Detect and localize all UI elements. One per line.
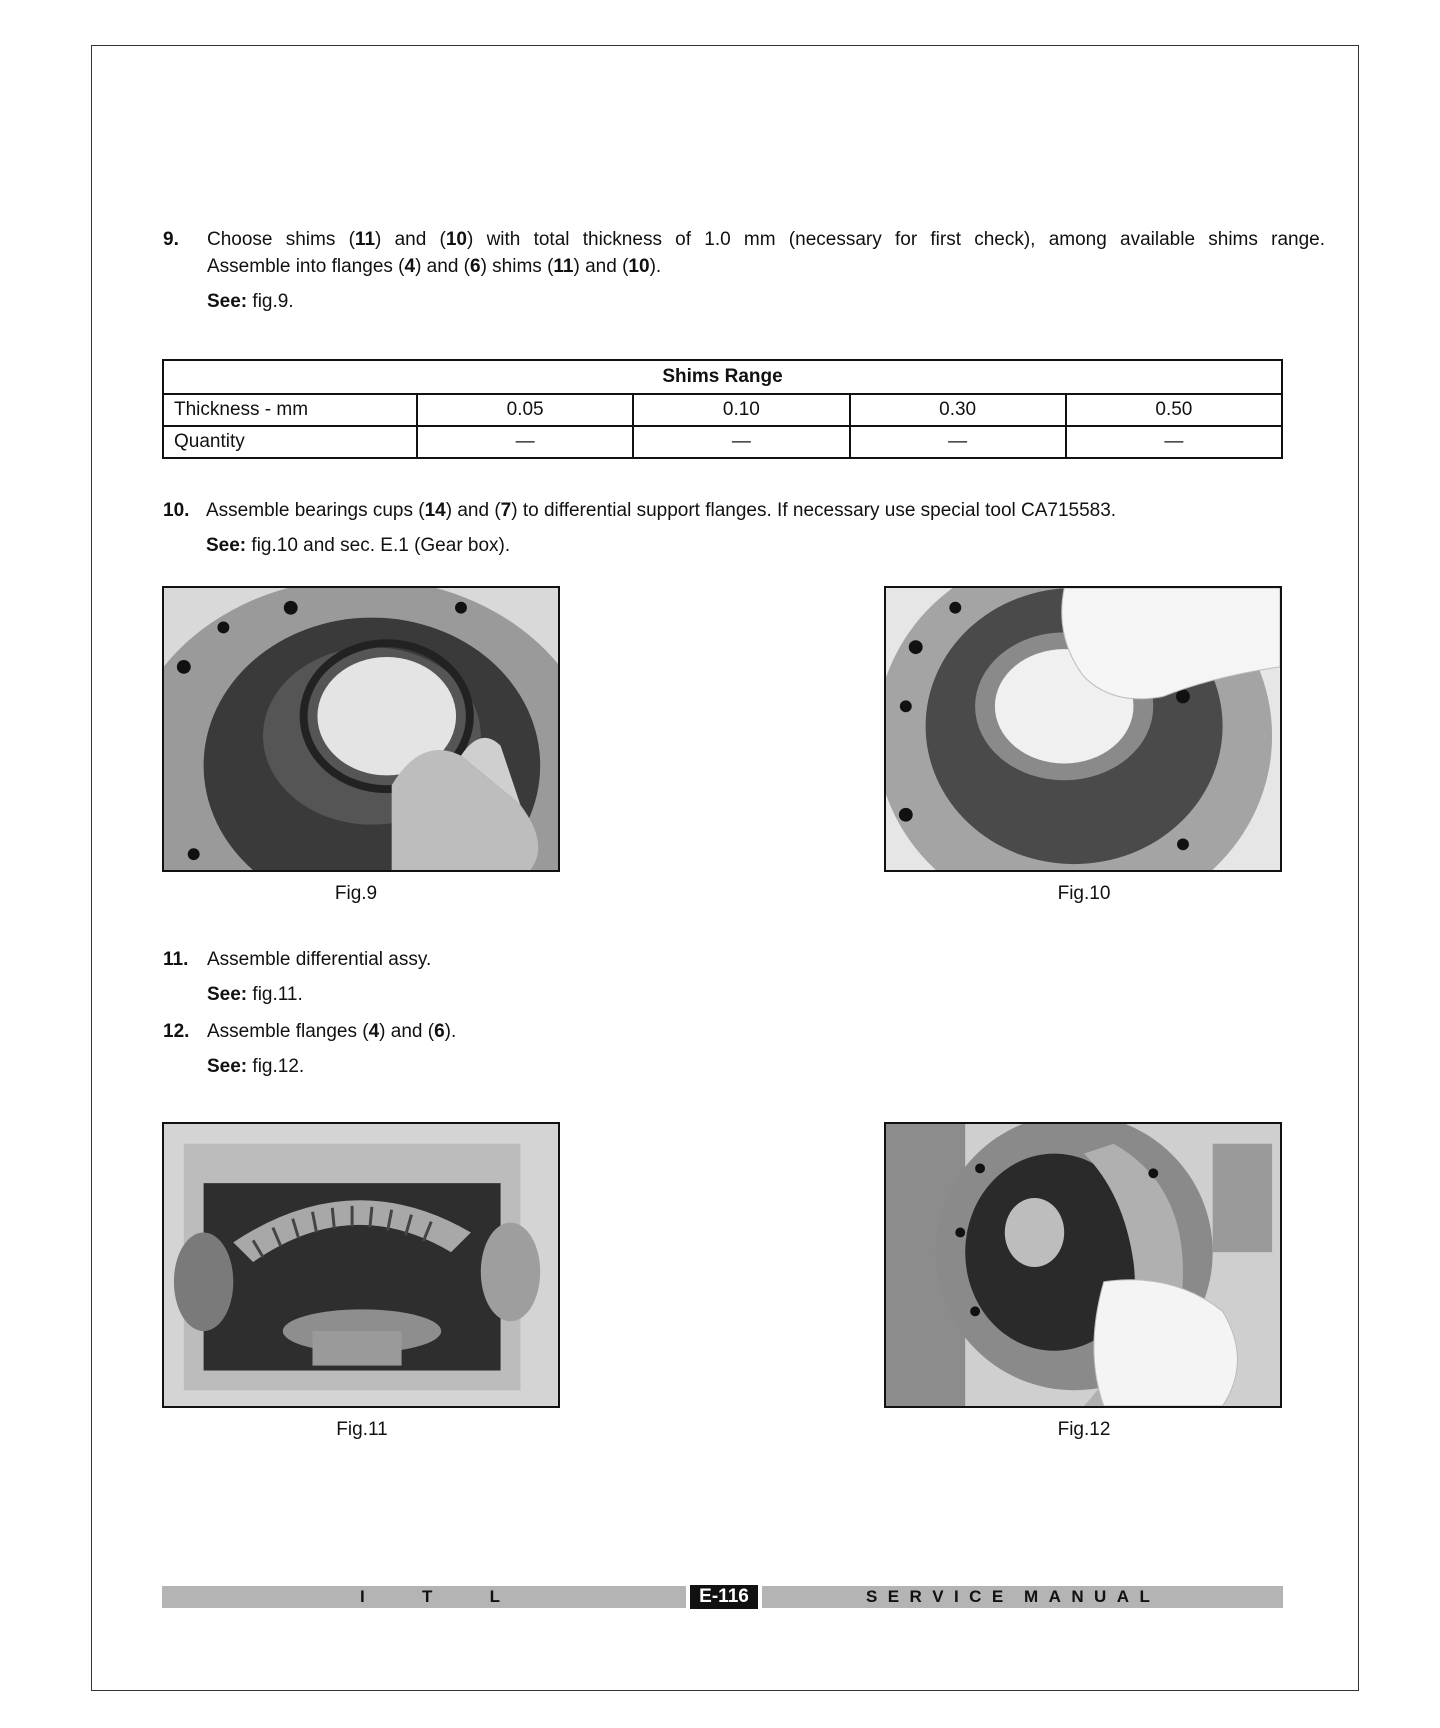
see-reference: fig.12.: [247, 1056, 305, 1077]
table-row: [163, 426, 1282, 458]
text-segment: ).: [444, 1021, 457, 1042]
text-segment: ) to differential support flanges. If necessary use special tool CA715583.: [511, 500, 1117, 521]
footer-letter: C: [969, 1587, 982, 1606]
step-10-see: [206, 532, 1116, 559]
footer-letter: S: [866, 1587, 878, 1606]
footer-letter: L: [489, 1587, 500, 1606]
figure-12-photo: [884, 1122, 1282, 1408]
footer-company-name: [360, 1586, 500, 1608]
table-cell: 0.30: [850, 394, 1066, 426]
step-9-line-2: [207, 253, 1325, 280]
part-reference-number: 10: [445, 229, 467, 250]
text-segment: Assemble into flanges (: [207, 256, 405, 277]
step-number: 12.: [163, 1021, 190, 1042]
table-cell: 0.05: [417, 394, 633, 426]
see-label: See:: [207, 291, 248, 312]
row-header: Thickness - mm: [163, 394, 417, 426]
step-12-see: [207, 1053, 456, 1080]
step-9-line-1: [207, 226, 1325, 253]
step-9-see: [207, 288, 1325, 315]
text-segment: ) and (: [375, 229, 446, 250]
footer-letter: A: [1116, 1587, 1130, 1606]
footer-letter: I: [954, 1587, 959, 1606]
figure-9-caption: Fig.9: [334, 883, 378, 904]
see-reference: fig.10 and sec. E.1 (Gear box).: [246, 535, 511, 556]
text-segment: ) and (: [415, 256, 470, 277]
shims-range-table: [162, 359, 1283, 459]
table-title: Shims Range: [163, 360, 1282, 394]
see-label: See:: [206, 535, 247, 556]
page-number-badge: E-116: [690, 1585, 758, 1609]
step-12-line-1: [207, 1018, 456, 1045]
see-reference: fig.11.: [247, 984, 303, 1005]
footer-manual-title: [866, 1586, 1150, 1608]
figure-10-photo: [884, 586, 1282, 872]
text-segment: Assemble differential assy.: [207, 949, 432, 970]
see-reference: fig.9.: [247, 291, 294, 312]
step-number: 9.: [163, 229, 179, 250]
table-cell: 0.10: [633, 394, 849, 426]
footer-letter: E: [991, 1587, 1004, 1606]
step-11-see: [207, 981, 431, 1008]
footer-letter: V: [932, 1587, 944, 1606]
text-segment: ) and (: [445, 500, 501, 521]
text-segment: ) and (: [379, 1021, 435, 1042]
table-cell: 0.50: [1066, 394, 1282, 426]
table-row: [163, 394, 1282, 426]
footer-letter: L: [1139, 1587, 1150, 1606]
footer-letter: U: [1094, 1587, 1107, 1606]
step-10-line-1: [206, 497, 1116, 524]
part-reference-number: 10: [628, 256, 650, 277]
footer-letter: N: [1071, 1587, 1084, 1606]
footer-letter: E: [887, 1587, 900, 1606]
part-reference-number: 6: [434, 1021, 445, 1042]
text-segment: ).: [649, 256, 662, 277]
footer-letter: R: [909, 1587, 922, 1606]
part-reference-number: 4: [368, 1021, 380, 1042]
figure-9-photo: [162, 586, 560, 872]
figure-10-caption: Fig.10: [1057, 883, 1111, 904]
footer-letter: M: [1024, 1587, 1039, 1606]
see-label: See:: [207, 984, 248, 1005]
step-number: 10.: [163, 500, 190, 521]
figure-12-caption: Fig.12: [1057, 1419, 1111, 1440]
text-segment: Assemble bearings cups (: [206, 500, 425, 521]
footer-letter: T: [421, 1587, 433, 1606]
part-reference-number: 4: [404, 256, 416, 277]
text-segment: ) and (: [573, 256, 629, 277]
part-reference-number: 11: [354, 229, 376, 250]
table-cell: —: [417, 426, 633, 458]
figure-11-caption: Fig.11: [336, 1419, 388, 1440]
footer-letter: I: [360, 1587, 365, 1606]
part-reference-number: 6: [470, 256, 481, 277]
table-cell: —: [850, 426, 1066, 458]
table-cell: —: [1066, 426, 1282, 458]
see-label: See:: [207, 1056, 248, 1077]
footer-letter: A: [1048, 1587, 1061, 1606]
step-number: 11.: [163, 949, 189, 970]
row-header: Quantity: [163, 426, 417, 458]
table-cell: —: [633, 426, 849, 458]
figure-11-photo: [162, 1122, 560, 1408]
text-segment: ) shims (: [480, 256, 554, 277]
text-segment: Assemble flanges (: [207, 1021, 369, 1042]
part-reference-number: 14: [424, 500, 446, 521]
step-11-line-1: [207, 946, 431, 973]
text-segment: Choose shims (: [207, 229, 355, 250]
part-reference-number: 7: [500, 500, 512, 521]
text-segment: ) with total thickness of 1.0 mm (necessary for first check), among available shims range.: [467, 229, 1325, 250]
part-reference-number: 11: [553, 256, 574, 277]
